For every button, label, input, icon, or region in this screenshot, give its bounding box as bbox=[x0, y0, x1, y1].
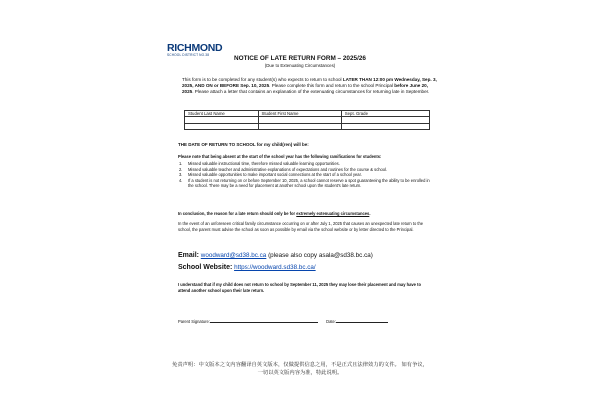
col-header-grade: Sept. Grade bbox=[341, 111, 429, 117]
conclusion-end: . bbox=[369, 211, 371, 216]
website-contact bbox=[178, 264, 316, 271]
table-row bbox=[185, 123, 430, 129]
cell-last-name[interactable] bbox=[185, 123, 259, 129]
ramifications-heading: Please note that being absent at the start of the school year has the following ramifications for students: bbox=[178, 154, 382, 159]
website-label: School Website: bbox=[178, 264, 233, 271]
student-info-table bbox=[184, 110, 430, 130]
list-item-number: 2. bbox=[179, 166, 183, 172]
ramifications-list bbox=[178, 161, 434, 189]
list-item-number: 3. bbox=[179, 172, 183, 178]
col-header-last-name: Student Last Name bbox=[185, 111, 259, 117]
col-header-first-name: Student First Name bbox=[258, 111, 341, 117]
disclaimer-line-1: 免责声明：中文版本之文内容翻译自英文版本，仅做提供信息之用，不是正式且法律效力的文件。 如有争议， bbox=[172, 362, 428, 368]
parent-signature-field[interactable] bbox=[210, 318, 318, 323]
list-item-text: If a student is not returning on or before September 10, 2025, a school cannot reserve a spot guaranteeing the ability to be enrolled in the school. There may be a need for placement at another school upon the student's late return. bbox=[188, 177, 430, 189]
cell-grade[interactable] bbox=[341, 123, 429, 129]
intro-submit-deadline: before June 20, 2025 bbox=[182, 83, 428, 95]
intro-text-1: This form is to be completed for any student(s) who expects to return to school bbox=[182, 77, 343, 82]
conclusion-statement bbox=[178, 211, 370, 216]
list-item-text: Missed valuable opportunities to make important social connections at the start of a school year. bbox=[188, 172, 362, 178]
intro-text-3: . Please attach a letter that contains an explanation of the extenuating circumstances for returning late in September. bbox=[192, 89, 430, 95]
cell-first-name[interactable] bbox=[258, 123, 341, 129]
list-item-number: 4. bbox=[179, 177, 183, 183]
website-link[interactable]: https://woodward.sd38.bc.ca/ bbox=[234, 264, 316, 271]
date-field[interactable] bbox=[336, 318, 388, 323]
list-item-text: Missed valuable instructional time, therefore missed valuable learning opportunities. bbox=[188, 161, 340, 166]
intro-deadline-window: LATER THAN 12:00 pm Wednesday, Sep. 3, 2025, AND ON or BEFORE Sep. 10, 2025 bbox=[182, 77, 437, 89]
email-note: (please also copy asala@sd38.bc.ca) bbox=[268, 252, 373, 259]
list-item-text: Missed valuable teacher and administrative explanations of expectations and routines for the course & school. bbox=[188, 166, 388, 172]
disclaimer-line-2: 一切以英文版内容为准，特此说明。 bbox=[257, 369, 343, 376]
conclusion-lead: In conclusion, the reason for a late return should only be for bbox=[178, 211, 297, 216]
email-contact bbox=[178, 252, 373, 259]
intro-text-2: . Please complete this form and return to the school Principal bbox=[269, 83, 395, 89]
intro-paragraph bbox=[182, 77, 438, 95]
list-item-number: 1. bbox=[179, 161, 183, 166]
list-item bbox=[178, 178, 434, 189]
email-link[interactable]: woodward@sd38.bc.ca bbox=[200, 252, 267, 259]
form-subtitle: (Due to Extenuating Circumstances) bbox=[264, 63, 336, 68]
logo-wordmark: RICHMOND bbox=[167, 42, 223, 54]
email-label: Email: bbox=[178, 252, 200, 259]
acknowledgement-statement: I understand that if my child does not return to school by September 11, 2025 they may lose their placement and may have to attend another school upon their late return. bbox=[178, 282, 421, 294]
return-date-label: THE DATE OF RETURN TO SCHOOL for my child(ren) will be: bbox=[178, 142, 309, 147]
chinese-disclaimer bbox=[120, 362, 480, 377]
date-label: Date: bbox=[326, 319, 336, 324]
logo-subtitle: SCHOOL DISTRICT NO.38 bbox=[167, 53, 210, 57]
form-title: NOTICE OF LATE RETURN FORM – 2025/26 bbox=[234, 55, 366, 62]
signature-row bbox=[178, 318, 388, 324]
conclusion-emphasis: extremely extenuating circumstances bbox=[296, 211, 370, 216]
unforeseen-circumstance-paragraph: In the event of an unforeseen critical family circumstance occurring on or after July 1, 2025 that causes an unexpected late return to the school, the parent must advise the school as soon as possible by email via the school website or by letter directed to the Principal. bbox=[178, 221, 424, 233]
parent-signature-label: Parent Signature: bbox=[178, 319, 210, 324]
